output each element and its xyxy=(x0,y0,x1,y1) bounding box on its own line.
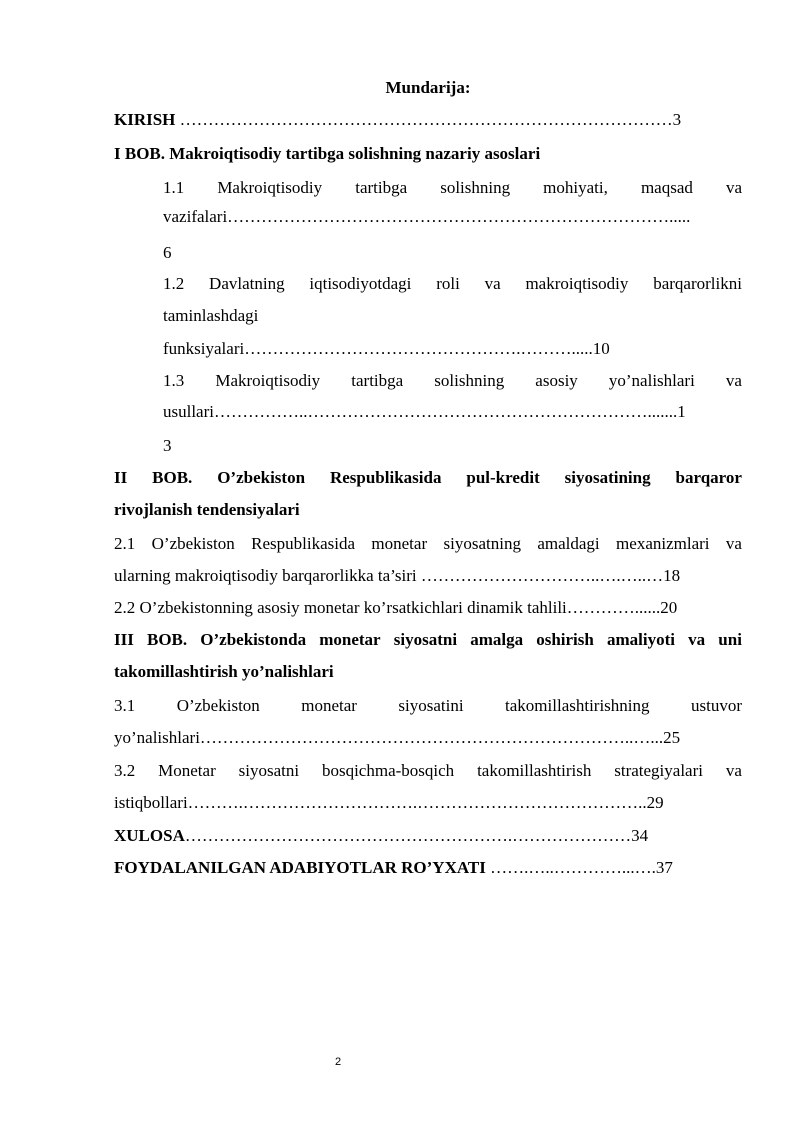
word: Respublikasida xyxy=(251,534,356,553)
word: 2.1 xyxy=(114,534,136,553)
word: Makroiqtisodiy xyxy=(217,178,323,197)
toc-section-1-3-line2[interactable]: usullari……………..…………………………………………………….......1 xyxy=(163,402,686,421)
toc-leader-dots: ………………………………………………….…………………34 xyxy=(184,826,649,845)
word: III xyxy=(114,630,134,649)
toc-chapter-2-line1[interactable] xyxy=(114,466,742,490)
toc-section-1-3-page: 3 xyxy=(163,436,172,455)
word: roli xyxy=(436,274,460,293)
word: O’zbekiston xyxy=(151,534,235,553)
toc-chapter-2-line2[interactable]: rivojlanish tendensiyalari xyxy=(114,500,300,519)
word: 1.3 xyxy=(163,371,185,390)
toc-section-1-2-line3[interactable]: funksiyalari………………………………………….……….....10 xyxy=(163,339,610,358)
word: maqsad xyxy=(640,178,693,197)
word: pul-kredit xyxy=(466,468,540,487)
word: va xyxy=(688,630,706,649)
toc-leader-dots: …………………………………………………………………………… xyxy=(175,110,673,129)
word: 1.1 xyxy=(163,178,185,197)
toc-chapter-3-line1[interactable] xyxy=(114,628,742,652)
toc-section-3-1-line2[interactable]: yo’nalishlari…………………………………………………………………..…...25 xyxy=(114,728,681,747)
toc-section-2-2[interactable]: 2.2 O’zbekistonning asosiy monetar ko’rsatkichlari dinamik tahlili…………......20 xyxy=(114,598,678,617)
word: Makroiqtisodiy xyxy=(215,371,321,390)
word: tartibga xyxy=(355,178,408,197)
word: Monetar xyxy=(158,761,216,780)
word: siyosatini xyxy=(398,696,464,715)
word: barqaror xyxy=(675,468,742,487)
toc-title: Mundarija: xyxy=(385,78,471,97)
word: tartibga xyxy=(351,371,404,390)
word: II xyxy=(114,468,128,487)
word: takomillashtirish xyxy=(477,761,592,780)
page-number: 2 xyxy=(334,1056,342,1068)
toc-entry-references[interactable] xyxy=(114,856,673,880)
toc-entry-label: KIRISH xyxy=(114,110,176,129)
word: yo’nalishlari xyxy=(608,371,695,390)
word: uni xyxy=(718,630,742,649)
toc-section-1-1-page: 6 xyxy=(163,243,172,262)
word: Davlatning xyxy=(209,274,285,293)
word: va xyxy=(725,761,742,780)
word: strategiyalari xyxy=(614,761,703,780)
word: Respublikasida xyxy=(329,468,442,487)
toc-entry-kirish[interactable] xyxy=(114,108,742,132)
word: va xyxy=(725,178,742,197)
word: monetar xyxy=(319,630,381,649)
word: solishning xyxy=(440,178,511,197)
word: amaliyoti xyxy=(607,630,675,649)
toc-section-1-1-line1[interactable] xyxy=(163,176,742,200)
word: oshirish xyxy=(536,630,594,649)
toc-entry-label: XULOSA xyxy=(114,826,185,845)
toc-entry-xulosa[interactable] xyxy=(114,824,648,848)
toc-leader-dots: …….…..…………...….37 xyxy=(485,858,673,877)
word: ustuvor xyxy=(690,696,742,715)
word: siyosatining xyxy=(564,468,651,487)
toc-section-1-2-line1[interactable] xyxy=(163,272,742,296)
word: 3.1 xyxy=(114,696,136,715)
word: monetar xyxy=(371,534,428,553)
toc-chapter-3-line2[interactable]: takomillashtirish yo’nalishlari xyxy=(114,662,334,681)
word: solishning xyxy=(434,371,505,390)
word: bosqichma-bosqich xyxy=(321,761,455,780)
toc-section-2-1-line2[interactable]: ularning makroiqtisodiy barqarorlikka ta’siri …………………………..….…..…18 xyxy=(114,566,681,585)
toc-section-1-2-line2[interactable]: taminlashdagi xyxy=(163,306,259,325)
word: mohiyati, xyxy=(543,178,608,197)
word: amaldagi xyxy=(537,534,600,553)
toc-section-3-2-line2[interactable]: istiqbollari……….………………………….…………………………………..29 xyxy=(114,793,664,812)
word: amalga xyxy=(470,630,524,649)
toc-section-3-1-line1[interactable] xyxy=(114,694,742,718)
word: siyosatni xyxy=(393,630,458,649)
word: iqtisodiyotdagi xyxy=(309,274,412,293)
word: mexanizmlari xyxy=(616,534,710,553)
toc-section-2-1-line1[interactable] xyxy=(114,532,742,556)
toc-page-number: 3 xyxy=(672,110,682,129)
word: asosiy xyxy=(535,371,578,390)
toc-entry-label: FOYDALANILGAN ADABIYOTLAR RO’YXATI xyxy=(114,858,486,877)
word: 1.2 xyxy=(163,274,185,293)
word: O’zbekiston xyxy=(217,468,306,487)
word: takomillashtirishning xyxy=(505,696,650,715)
toc-section-3-2-line1[interactable] xyxy=(114,759,742,783)
word: barqarorlikni xyxy=(653,274,742,293)
toc-section-1-1-line2[interactable]: vazifalari……………………………………………………………………..... xyxy=(163,207,691,226)
toc-section-1-3-line1[interactable] xyxy=(163,369,742,393)
word: 3.2 xyxy=(114,761,136,780)
word: BOB. xyxy=(152,468,193,487)
word: siyosatni xyxy=(238,761,300,780)
word: siyosatning xyxy=(443,534,521,553)
word: makroiqtisodiy xyxy=(525,274,629,293)
word: monetar xyxy=(301,696,357,715)
word: va xyxy=(725,371,742,390)
word: va xyxy=(484,274,501,293)
word: O’zbekistonda xyxy=(200,630,307,649)
word: O’zbekiston xyxy=(176,696,260,715)
toc-chapter-1-heading[interactable]: I BOB. Makroiqtisodiy tartibga solishning nazariy asoslari xyxy=(114,144,541,163)
word: BOB. xyxy=(147,630,188,649)
word: va xyxy=(725,534,742,553)
